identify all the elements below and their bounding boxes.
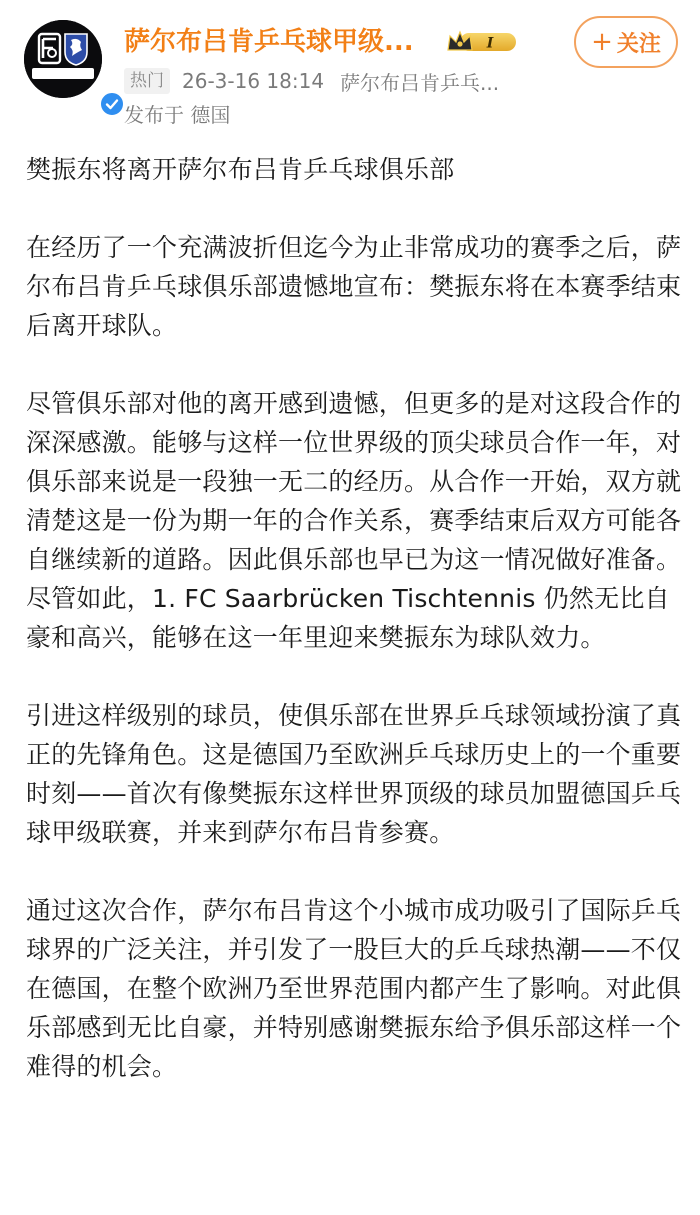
post-paragraph: 尽管俱乐部对他的离开感到遗憾，但更多的是对这段合作的深深感激。能够与这样一位世界级的顶尖球员合作一年，对俱乐部来说是一段独一无二的经历。从合作一开始，双方就清楚这是一份为期一年的合作关系，赛季结束后双方可能各自继续新的道路。因此俱乐部也早已为这一情况做好准备。尽管如此，1. FC Saarbrücken Tischtennis 仍然无比自豪和高兴，能够在这一年里迎来樊振东为球队效力。	[26, 389, 682, 652]
post-paragraph: 通过这次合作，萨尔布吕肯这个小城市成功吸引了国际乒乓球界的广泛关注，并引发了一股巨大的乒乓球热潮——不仅在德国，在整个欧洲乃至世界范围内都产生了影响。对此俱乐部感到无比自豪，并特别感谢樊振东给予俱乐部这样一个难得的机会。	[26, 896, 682, 1081]
post-meta	[124, 66, 520, 96]
post-header	[0, 0, 700, 140]
avatar[interactable]	[24, 20, 102, 98]
crown-member-badge-icon[interactable]	[446, 28, 518, 60]
verified-check-icon	[98, 90, 126, 118]
hot-tag[interactable]: 热门	[124, 68, 170, 94]
follow-button[interactable]	[574, 16, 678, 68]
post-paragraph: 引进这样级别的球员，使俱乐部在世界乒乓球领域扮演了真正的先锋角色。这是德国乃至欧洲乒乓球历史上的一个重要时刻——首次有像樊振东这样世界顶级的球员加盟德国乒乓球甲级联赛，并来到萨尔布吕肯参赛。	[26, 701, 682, 847]
plus-icon: +	[591, 27, 613, 57]
post-paragraph: 在经历了一个充满波折但迄今为止非常成功的赛季之后，萨尔布吕肯乒乓球俱乐部遗憾地宣布：樊振东将在本赛季结束后离开球队。	[26, 233, 682, 340]
member-level: I	[486, 35, 494, 52]
follow-label: 关注	[616, 31, 661, 57]
post-title: 樊振东将离开萨尔布吕肯乒乓球俱乐部	[26, 155, 455, 184]
club-logo-icon	[24, 20, 102, 98]
account-name[interactable]: 萨尔布吕肯乒乓球甲级...	[124, 27, 414, 57]
post-location: 发布于 德国	[124, 103, 231, 127]
post-time: 26-3-16 18:14	[182, 69, 325, 93]
post-source[interactable]: 萨尔布吕肯乒乓...	[340, 70, 500, 95]
post-body	[26, 150, 686, 1125]
